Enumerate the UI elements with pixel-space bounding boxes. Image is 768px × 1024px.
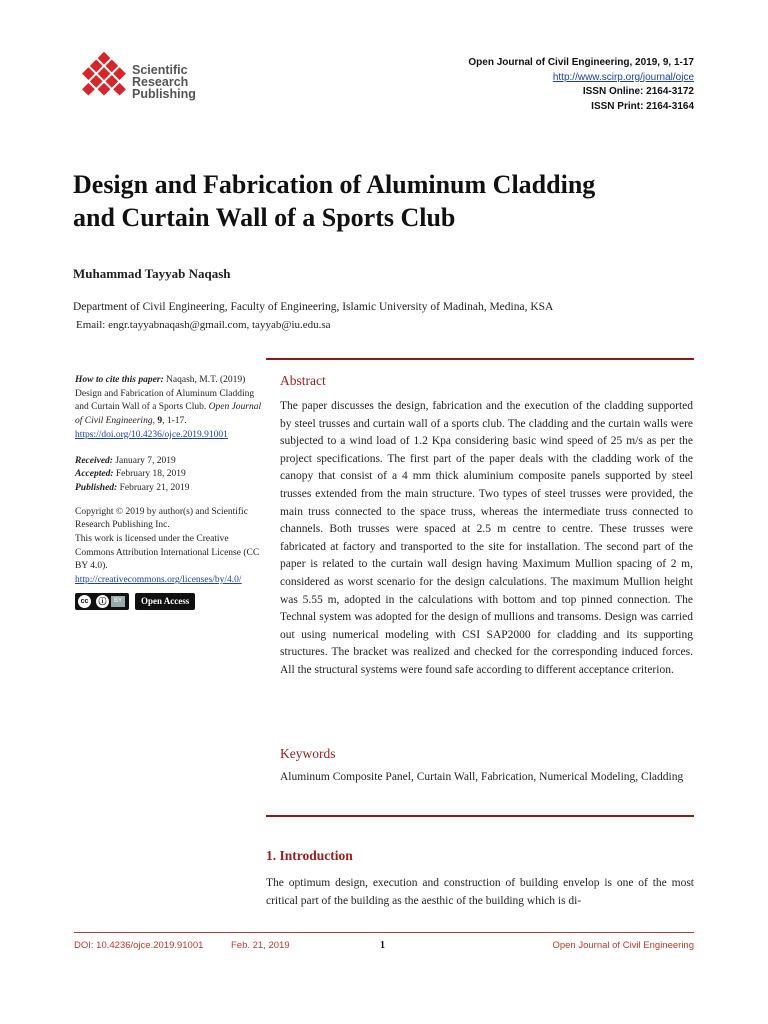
attribution-icon: ⓘ (96, 595, 109, 608)
abstract-heading: Abstract (280, 373, 326, 388)
publisher-line3: Publishing (132, 87, 196, 101)
cite-block (75, 374, 263, 429)
keywords-heading: Keywords (280, 746, 336, 761)
published-date: Published: February 21, 2019 (75, 482, 190, 493)
cite-label: How to cite this paper: (75, 375, 164, 385)
issn-online: ISSN Online: 2164-3172 (582, 86, 694, 97)
journal-url-link[interactable]: http://www.scirp.org/journal/ojce (552, 71, 694, 83)
introduction-text: The optimum design, execution and construction of building envelop is one of the most critical part of the building as the aesthic of the building which is di- (266, 877, 694, 907)
received-date: Received: January 7, 2019 (75, 455, 176, 466)
cite-text: Naqash, M.T. (2019) Design and Fabrication of Aluminum Cladding and Curtain Wall of a Sports Club. (75, 375, 255, 413)
cite-volume: 9 (157, 416, 163, 427)
paper-title (73, 168, 713, 234)
email: Email: engr.tayyabnaqash@gmail.com, tayyab@iu.edu.sa (76, 319, 331, 331)
by-label: BY (111, 596, 125, 607)
copyright-text: Copyright © 2019 by author(s) and Scientific Research Publishing Inc. (75, 506, 248, 531)
cite-vol-sep: , (152, 416, 158, 427)
publisher-logo-icon (76, 52, 132, 108)
author-name: Muhammad Tayyab Naqash (73, 266, 231, 281)
journal-citation: Open Journal of Civil Engineering, 2019, 9, 1-17 (468, 57, 694, 68)
license-text: This work is licensed under the Creative Commons Attribution International License (CC BY 4.0). (75, 534, 260, 572)
page-number: 1 (380, 940, 385, 951)
affiliation: Department of Civil Engineering, Faculty of Engineering, Islamic University of Madinah, Medina, KSA (73, 301, 554, 313)
cc-icon: cc (78, 595, 91, 608)
license-link[interactable]: http://creativecommons.org/licenses/by/4.0/ (75, 575, 242, 586)
footer-rule (74, 932, 694, 933)
footer-date: Feb. 21, 2019 (231, 940, 290, 951)
publisher-line2: Research (132, 75, 189, 89)
accepted-date: Accepted: February 18, 2019 (75, 469, 186, 480)
title-line2: and Curtain Wall of a Sports Club (73, 203, 456, 232)
publisher-line1: Scientific (132, 63, 188, 77)
introduction-heading: 1. Introduction (266, 848, 353, 863)
cc-by-badge-icon[interactable] (75, 593, 129, 610)
abstract-top-rule (266, 358, 694, 360)
footer-journal: Open Journal of Civil Engineering (552, 940, 694, 951)
left-sidebar (75, 374, 263, 610)
abstract-text: The paper discusses the design, fabrication and the execution of the cladding supported by steel trusses and curtain wall of a sports club. The cladding and the curtain walls were subjected to a wind load of 1.2 Kpa considering basic wind speed of 25 m/s as per the project specifications. The first part of the paper deals with the cladding work of the canopy that consist of a 4 mm thick aluminium composite panels supported by steel trusses extended from the main structure. Two types of steel trusses were provided, the main truss connected to the space truss, whereas the intermediate truss connected to channels. Both trusses were spaced at 2.5 m centre to centre. These trusses were fabricated at factory and transported to the site for installation. The second part of the paper is related to the curtain wall design having Maximum Mullion spacing of 2 m, considered as worst scenario for the design calculations. The maximum Mullion height was 5.55 m, adopted in the calculations with bottom and top pinned connection. The Technal system was adopted for the design of mullions and transoms. Design was carried out using numerical modeling with CSI SAP2000 for cladding and its supporting structures. The bracket was realized and checked for the corresponding induced forces. All the structural systems were found safe according to different acceptance criterion. (280, 400, 693, 676)
journal-info (468, 56, 694, 114)
issn-print: ISSN Print: 2164-3164 (591, 100, 694, 112)
cite-pages: , 1-17. (162, 416, 187, 427)
publisher-name (132, 64, 196, 100)
title-line1: Design and Fabrication of Aluminum Cladding (73, 170, 596, 199)
keywords-bottom-rule (266, 815, 694, 817)
doi-link[interactable]: https://doi.org/10.4236/ojce.2019.91001 (75, 429, 228, 440)
cite-journal: Open Journal of Civil Engineering (75, 402, 262, 427)
footer-doi: DOI: 10.4236/ojce.2019.91001 (74, 940, 204, 951)
open-access-badge[interactable]: Open Access (135, 593, 195, 610)
keywords-text: Aluminum Composite Panel, Curtain Wall, Fabrication, Numerical Modeling, Cladding (280, 771, 684, 783)
